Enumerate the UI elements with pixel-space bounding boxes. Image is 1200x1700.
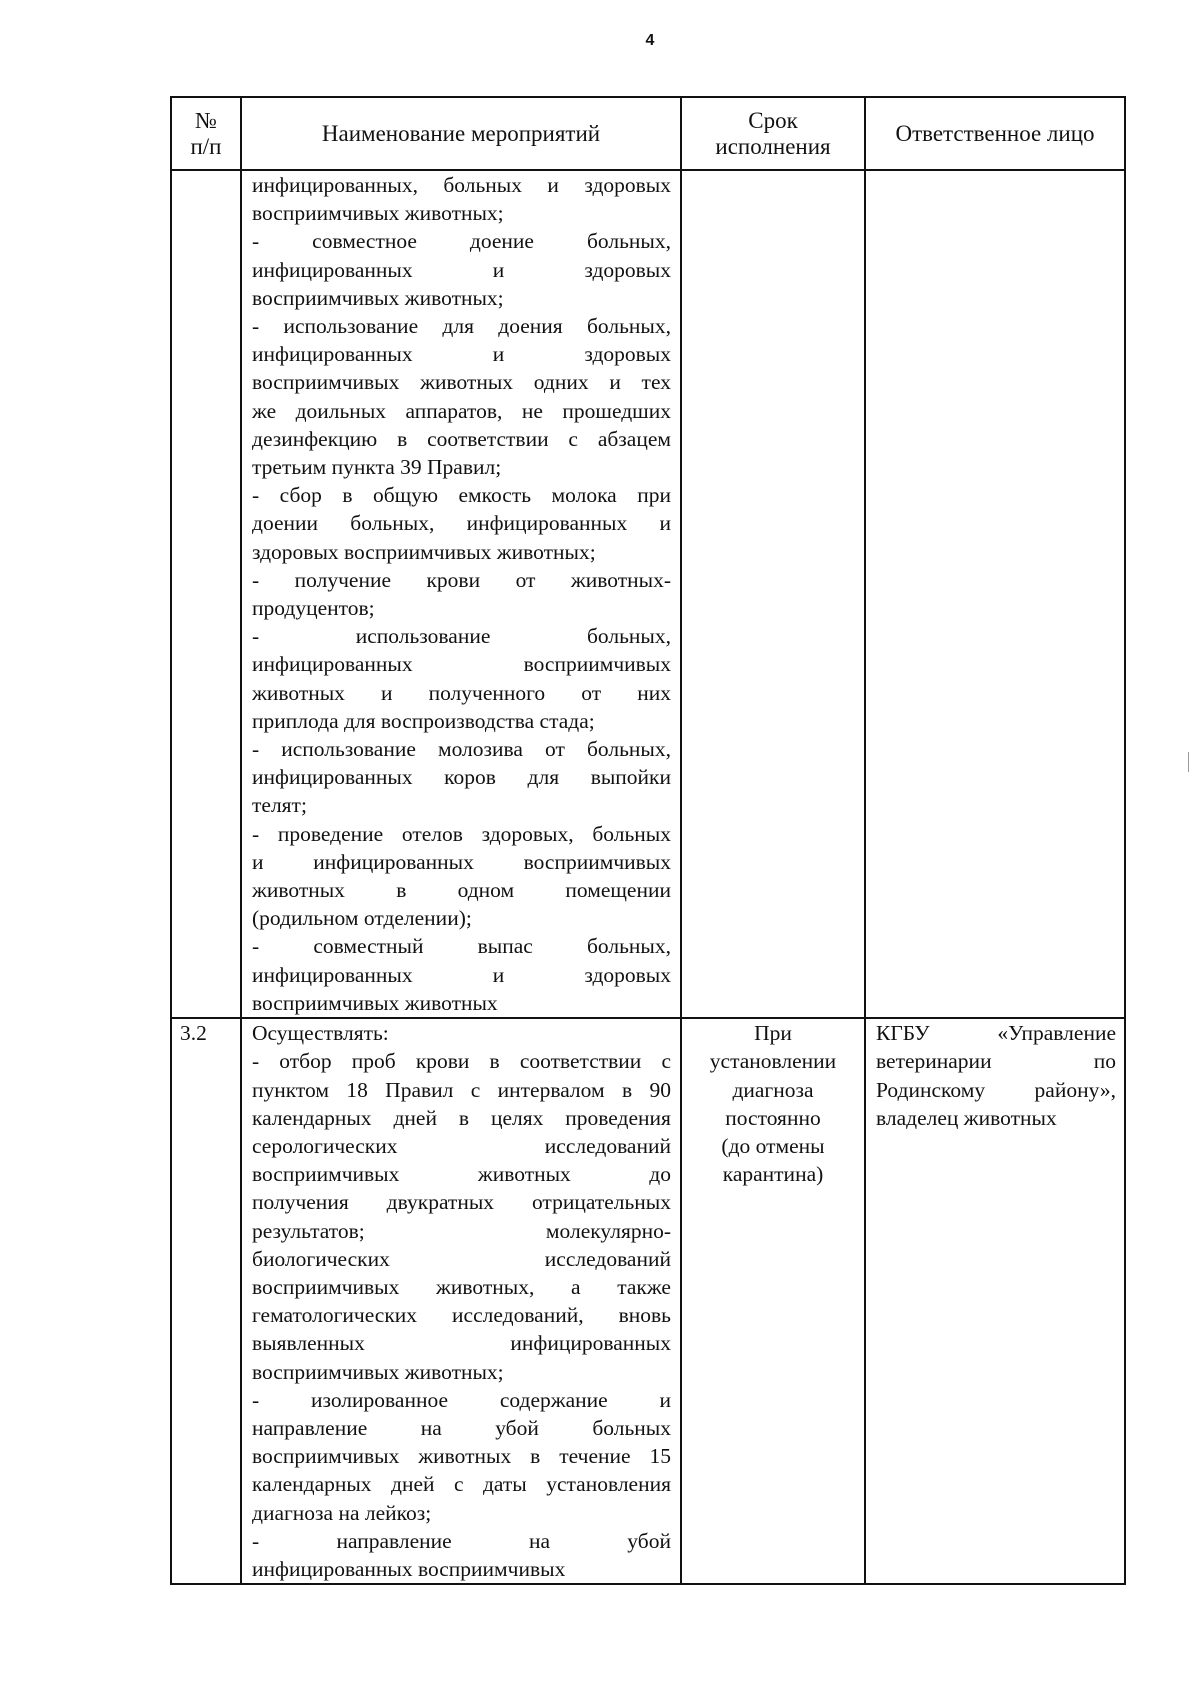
word: содержание xyxy=(499,1387,608,1412)
word: для xyxy=(527,765,560,790)
word: полученного xyxy=(428,680,546,705)
word: направление xyxy=(336,1528,452,1553)
word: с xyxy=(470,1077,481,1102)
word: использование xyxy=(281,737,416,762)
word: инфицированных xyxy=(510,1331,671,1356)
word: коров xyxy=(444,765,496,790)
text-line: карантина) xyxy=(722,1162,824,1187)
text-line xyxy=(876,1047,1116,1075)
word: вновь xyxy=(618,1303,671,1328)
row-number-cell xyxy=(171,1018,241,1584)
word: здоровых xyxy=(584,257,671,282)
word: больных xyxy=(443,173,523,197)
word: молока xyxy=(551,483,617,508)
text-line xyxy=(252,961,671,989)
word: для xyxy=(442,314,474,339)
word: - xyxy=(252,483,260,508)
word: убой xyxy=(627,1528,671,1553)
text-line xyxy=(252,256,671,284)
word: больных, xyxy=(586,934,671,959)
word: больных, xyxy=(586,624,671,649)
word: в xyxy=(489,1049,500,1074)
row-name-text xyxy=(242,1019,680,1583)
word: и xyxy=(492,257,505,282)
word: двукратных xyxy=(386,1190,495,1215)
word: инфицированных, xyxy=(252,173,418,197)
row-term-text xyxy=(682,1019,864,1188)
header-term-line2: исполнения xyxy=(715,133,831,159)
text-line xyxy=(876,1019,1116,1047)
word: животных, xyxy=(436,1274,535,1299)
text-line xyxy=(252,622,671,650)
word: совместное xyxy=(312,229,417,254)
row-number: 3.2 xyxy=(180,1021,207,1046)
word: здоровых xyxy=(584,342,671,367)
word: а xyxy=(571,1274,581,1299)
text-line xyxy=(252,1104,671,1132)
word: 90 xyxy=(649,1077,671,1102)
word: - xyxy=(252,1528,260,1553)
word: течение xyxy=(559,1444,631,1469)
word: больных xyxy=(592,1415,671,1440)
text-line: восприимчивых животных; xyxy=(252,201,504,226)
word: в xyxy=(396,878,407,903)
word: в xyxy=(621,1077,633,1102)
text-line xyxy=(252,1386,671,1414)
word: Правил xyxy=(385,1077,454,1102)
text-line xyxy=(252,1132,671,1160)
word: доильных xyxy=(295,398,387,423)
word: и xyxy=(252,849,264,874)
word: животных xyxy=(252,878,345,903)
word: инфицированных xyxy=(466,511,628,536)
word: биологических xyxy=(252,1246,390,1271)
table-header-row xyxy=(171,97,1125,170)
header-number-line1: № xyxy=(195,107,217,133)
text-line xyxy=(252,566,671,594)
text-line xyxy=(252,1160,671,1188)
word: установления xyxy=(546,1472,671,1497)
word: не xyxy=(521,398,543,423)
header-term-line1: Срок xyxy=(748,107,798,133)
margin-mark xyxy=(1188,752,1189,772)
word: соответствии xyxy=(519,1049,642,1074)
text-line: восприимчивых животных; xyxy=(252,1359,504,1384)
word: в xyxy=(458,1105,470,1130)
text-line xyxy=(252,932,671,960)
word: в xyxy=(530,1444,541,1469)
word: серологических xyxy=(252,1133,398,1158)
word: здоровых, xyxy=(481,821,574,846)
word: с xyxy=(661,1049,671,1074)
word: ветеринарии xyxy=(876,1049,992,1074)
word: району», xyxy=(1034,1077,1116,1102)
word: исследований, xyxy=(452,1303,584,1328)
row-name-cell xyxy=(241,170,681,1018)
word: животных xyxy=(418,1444,512,1469)
word: же xyxy=(252,398,277,423)
text-line xyxy=(252,425,671,453)
header-name-text: Наименование мероприятий xyxy=(321,120,601,146)
text-line: установлении xyxy=(709,1049,837,1074)
text-line xyxy=(252,509,671,537)
word: использование xyxy=(283,314,419,339)
header-number xyxy=(171,97,241,170)
row-term-cell xyxy=(681,170,865,1018)
word: - xyxy=(252,624,260,649)
word: крови xyxy=(426,567,481,592)
word: - xyxy=(252,567,260,592)
text-line xyxy=(252,368,671,396)
word: календарных xyxy=(252,1105,372,1130)
word: при xyxy=(637,483,671,508)
text-line xyxy=(252,1329,671,1357)
word: доение xyxy=(469,229,534,254)
text-line: диагноза xyxy=(732,1077,814,1102)
word: и xyxy=(547,173,559,197)
word: получения xyxy=(252,1190,349,1215)
word: и xyxy=(381,680,393,705)
measures-table xyxy=(170,96,1126,1585)
word: восприимчивых xyxy=(252,1274,400,1299)
text-line: диагноза на лейкоз; xyxy=(252,1500,432,1525)
row-responsible-cell xyxy=(865,1018,1125,1584)
text-line: восприимчивых животных xyxy=(252,990,498,1015)
word: отелов xyxy=(401,821,463,846)
word: целях xyxy=(490,1105,544,1130)
word: выпойки xyxy=(590,765,671,790)
word: также xyxy=(617,1274,671,1299)
text-line xyxy=(252,1188,671,1216)
word: на xyxy=(420,1415,442,1440)
word: от xyxy=(545,737,565,762)
text-line xyxy=(252,1301,671,1329)
word: до xyxy=(649,1162,671,1187)
word: - xyxy=(252,1387,260,1412)
word: восприимчивых xyxy=(523,849,671,874)
word: «Управление xyxy=(997,1021,1116,1046)
text-line xyxy=(252,1217,671,1245)
text-line xyxy=(876,1076,1116,1104)
word: в xyxy=(397,426,408,451)
word: молозива xyxy=(437,737,523,762)
word: получение xyxy=(294,567,392,592)
text-line: Осуществлять: xyxy=(252,1021,389,1046)
word: больных, xyxy=(586,737,671,762)
word: и xyxy=(659,1387,671,1412)
word: больных, xyxy=(350,511,435,536)
word: инфицированных xyxy=(252,962,413,987)
text-line xyxy=(252,1527,671,1555)
word: исследований xyxy=(544,1246,671,1271)
word: инфицированных xyxy=(252,257,413,282)
word: проведение xyxy=(277,821,384,846)
text-line xyxy=(252,312,671,340)
word: одном xyxy=(457,878,515,903)
text-line xyxy=(252,735,671,763)
text-line: постоянно xyxy=(725,1105,821,1130)
text-line: здоровых восприимчивых животных; xyxy=(252,539,596,564)
word: дней xyxy=(393,1105,437,1130)
header-term xyxy=(681,97,865,170)
word: результатов; xyxy=(252,1218,365,1243)
word: календарных xyxy=(252,1472,372,1497)
word: емкость xyxy=(458,483,532,508)
word: направление xyxy=(252,1415,368,1440)
text-line xyxy=(252,679,671,707)
word: животных xyxy=(420,370,514,395)
header-responsible xyxy=(865,97,1125,170)
word: них xyxy=(637,680,671,705)
text-line xyxy=(252,1273,671,1301)
row-name-text xyxy=(242,171,680,1017)
word: в xyxy=(342,483,353,508)
word: убой xyxy=(495,1415,539,1440)
word: - xyxy=(252,314,260,339)
text-line xyxy=(252,1470,671,1498)
word: от xyxy=(515,567,536,592)
word: и xyxy=(609,370,621,395)
word: тех xyxy=(641,370,671,395)
word: выпас xyxy=(477,934,533,959)
text-line xyxy=(252,171,671,199)
text-line xyxy=(252,340,671,368)
text-line: При xyxy=(754,1021,792,1046)
header-name xyxy=(241,97,681,170)
word: аппаратов, xyxy=(405,398,503,423)
text-line xyxy=(252,1414,671,1442)
word: даты xyxy=(482,1472,527,1497)
row-name-cell xyxy=(241,1018,681,1584)
word: и xyxy=(492,342,505,367)
word: инфицированных xyxy=(252,342,413,367)
word: помещении xyxy=(565,878,671,903)
word: восприимчивых xyxy=(252,1162,400,1187)
header-responsible-text: Ответственное лицо xyxy=(895,120,1095,146)
text-line xyxy=(252,650,671,678)
text-line xyxy=(252,1442,671,1470)
word: сбор xyxy=(279,483,322,508)
word: соответствии xyxy=(427,426,549,451)
word: больных, xyxy=(586,314,671,339)
word: - xyxy=(252,934,260,959)
word: и xyxy=(659,511,671,536)
word: больных, xyxy=(586,229,671,254)
table-row xyxy=(171,170,1125,1018)
text-line: инфицированных восприимчивых xyxy=(252,1556,566,1581)
word: выявленных xyxy=(252,1331,365,1356)
text-line: владелец животных xyxy=(876,1105,1057,1130)
word: больных xyxy=(592,821,671,846)
word: доения xyxy=(498,314,563,339)
page-number: 4 xyxy=(645,32,655,49)
text-line xyxy=(252,876,671,904)
word: на xyxy=(528,1528,551,1553)
word: инфицированных xyxy=(252,652,413,677)
text-line xyxy=(252,1047,671,1075)
word: абзацем xyxy=(597,426,671,451)
table-row xyxy=(171,1018,1125,1584)
word: от xyxy=(581,680,602,705)
word: 18 xyxy=(346,1077,368,1102)
word: восприимчивых xyxy=(252,1444,400,1469)
word: КГБУ xyxy=(876,1021,930,1046)
text-line xyxy=(252,763,671,791)
text-line: продуцентов; xyxy=(252,596,375,621)
word: здоровых xyxy=(584,173,671,197)
text-line xyxy=(252,1076,671,1104)
word: животных- xyxy=(570,567,671,592)
word: исследований xyxy=(544,1133,671,1158)
word: - xyxy=(252,1049,260,1074)
word: с xyxy=(568,426,578,451)
word: восприимчивых xyxy=(252,370,400,395)
text-line: приплода для воспроизводства стада; xyxy=(252,708,595,733)
word: молекулярно- xyxy=(545,1218,671,1243)
row-number-cell xyxy=(171,170,241,1018)
text-line: телят; xyxy=(252,793,307,818)
text-line: (родильном отделении); xyxy=(252,906,472,931)
word: по xyxy=(1093,1049,1116,1074)
word: крови xyxy=(415,1049,470,1074)
text-line xyxy=(252,1245,671,1273)
word: отрицательных xyxy=(531,1190,671,1215)
word: - xyxy=(252,821,260,846)
text-line xyxy=(252,227,671,255)
word: и xyxy=(492,962,505,987)
word: инфицированных xyxy=(313,849,474,874)
word: использование xyxy=(355,624,491,649)
word: 15 xyxy=(649,1444,671,1469)
word: отбор xyxy=(279,1049,332,1074)
word: проб xyxy=(351,1049,396,1074)
text-line xyxy=(252,481,671,509)
word: одних xyxy=(533,370,589,395)
word: животных xyxy=(252,680,345,705)
text-line xyxy=(252,397,671,425)
word: общую xyxy=(372,483,439,508)
text-line: восприимчивых животных; xyxy=(252,285,504,310)
word: инфицированных xyxy=(252,765,413,790)
row-responsible-text xyxy=(866,1019,1124,1132)
header-number-line2: п/п xyxy=(190,133,222,159)
word: совместный xyxy=(313,934,424,959)
text-line: (до отмены xyxy=(721,1133,825,1158)
text-line: третьим пункта 39 Правил; xyxy=(252,455,502,480)
text-line xyxy=(252,848,671,876)
word: животных xyxy=(477,1162,571,1187)
word: интервалом xyxy=(497,1077,605,1102)
word: - xyxy=(252,737,260,762)
word: изолированное xyxy=(310,1387,449,1412)
word: прошедших xyxy=(562,398,671,423)
word: здоровых xyxy=(584,962,671,987)
word: - xyxy=(252,229,260,254)
word: проведения xyxy=(565,1105,671,1130)
word: пунктом xyxy=(252,1077,329,1102)
word: дезинфекцию xyxy=(252,426,378,451)
word: дней xyxy=(391,1472,435,1497)
row-responsible-cell xyxy=(865,170,1125,1018)
text-line xyxy=(252,820,671,848)
word: Родинскому xyxy=(876,1077,986,1102)
word: восприимчивых xyxy=(523,652,671,677)
word: гематологических xyxy=(252,1303,418,1328)
word: с xyxy=(453,1472,464,1497)
row-term-cell xyxy=(681,1018,865,1584)
word: доении xyxy=(252,511,319,536)
